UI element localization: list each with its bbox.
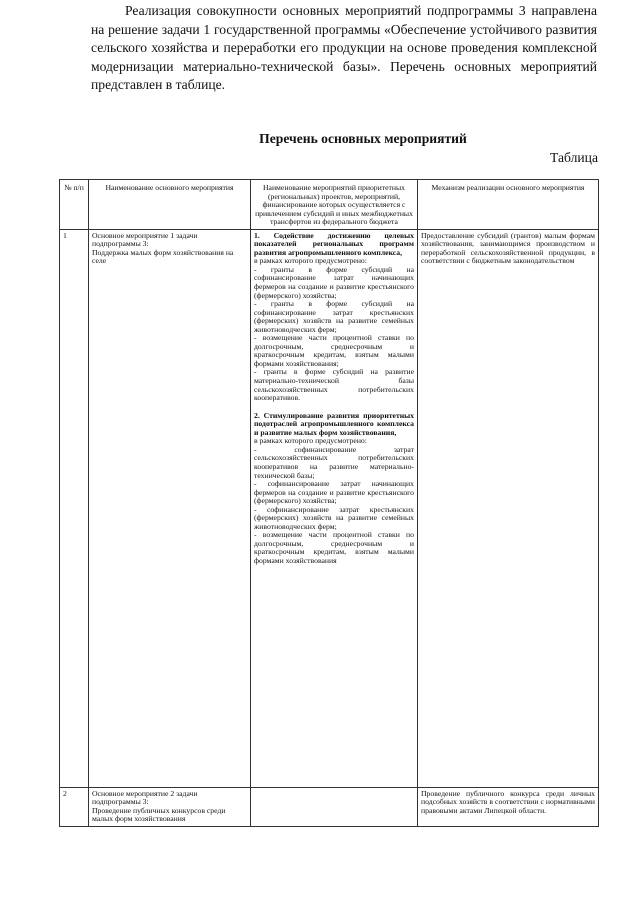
mechanism-cell: Проведение публичного конкурса среди личных подсобных хозяйств в соответствии с нормативными правовыми актами Липецкой области. [418, 787, 599, 826]
list-item: - гранты в форме субсидий на софинансирование затрат крестьянских (фермерских) хозяйств на развитие семейных животноводческих ферм; [254, 299, 414, 334]
table-row [60, 229, 599, 787]
header-number: № п/п [60, 180, 89, 230]
activity-cell [89, 229, 251, 787]
section-2-intro: в рамках которого предусмотрено: [254, 436, 367, 446]
activity-description: Поддержка малых форм хозяйствования на селе [92, 247, 234, 266]
activity-description: Проведение публичных конкурсов среди малых форм хозяйствования [92, 805, 226, 824]
list-item: - софинансирование затрат крестьянских (фермерских) хозяйств на развитие семейных животноводческих ферм; [254, 504, 414, 531]
list-item: - гранты в форме субсидий на софинансирование затрат начинающих фермеров на создание и развитие крестьянского (фермерского) хозяйства; [254, 264, 414, 300]
table-row [60, 787, 599, 826]
intro-paragraph: Реализация совокупности основных мероприятий подпрограммы 3 направлена на решение задачи 1 государственной программы «Обеспечение устойчивого развития сельского хозяйства и переработки его продукции на основе проведения комплексной модернизации материально-технической базы». Перечень основных мероприятий представлен в таблице. [91, 3, 597, 93]
activity-cell [89, 787, 251, 826]
activities-table [59, 179, 599, 827]
list-item: - софинансирование затрат начинающих фермеров на создание и развитие крестьянского (фермерского) хозяйства; [254, 479, 414, 506]
list-item: - возмещение части процентной ставки по долгосрочным, среднесрочным и краткосрочным кредитам, взятым малыми формами хозяйствования [254, 530, 414, 565]
projects-cell [251, 229, 418, 787]
header-activity: Наименование основного мероприятия [89, 180, 251, 230]
section-1-intro: в рамках которого предусмотрено: [254, 256, 367, 266]
row-number: 2 [60, 787, 89, 826]
header-projects: Наименование мероприятий приоритетных (региональных) проектов, мероприятий, финансирование которых осуществляется с привлечением субсидий и иных межбюджетных трансфертов из федерального бюджета [251, 180, 418, 230]
projects-cell [251, 787, 418, 826]
list-item: - возмещение части процентной ставки по долгосрочным, среднесрочным и краткосрочным кредитам, взятым малыми формами хозяйствования; [254, 333, 414, 368]
activity-label: Основное мероприятие 2 задачи подпрограммы 3: [92, 788, 198, 807]
row-number: 1 [60, 229, 89, 787]
table-header-row [60, 180, 599, 230]
activity-label: Основное мероприятие 1 задачи подпрограммы 3: [92, 230, 198, 249]
mechanism-cell: Предоставление субсидий (грантов) малым формам хозяйствования, занимающимся производством и переработкой сельскохозяйственной продукции, в соответствии с бюджетным законодательством [418, 229, 599, 787]
section-1-title: 1. Содействие достижению целевых показателей региональных программ развития агропромышленного комплекса, [254, 230, 414, 257]
table-caption: Таблица [550, 150, 598, 165]
list-item: - гранты в форме субсидий на развитие материально-технической базы сельскохозяйственных потребительских кооперативов. [254, 367, 414, 403]
header-mechanism: Механизм реализации основного мероприятия [418, 180, 599, 230]
list-item: - софинансирование затрат сельскохозяйственных потребительских кооперативов на развитие материально-технической базы; [254, 444, 414, 480]
table-title: Перечень основных мероприятий [259, 131, 467, 146]
section-2-title: 2. Стимулирование развития приоритетных подотраслей агропромышленного комплекса и развитие малых форм хозяйствования, [254, 410, 414, 437]
